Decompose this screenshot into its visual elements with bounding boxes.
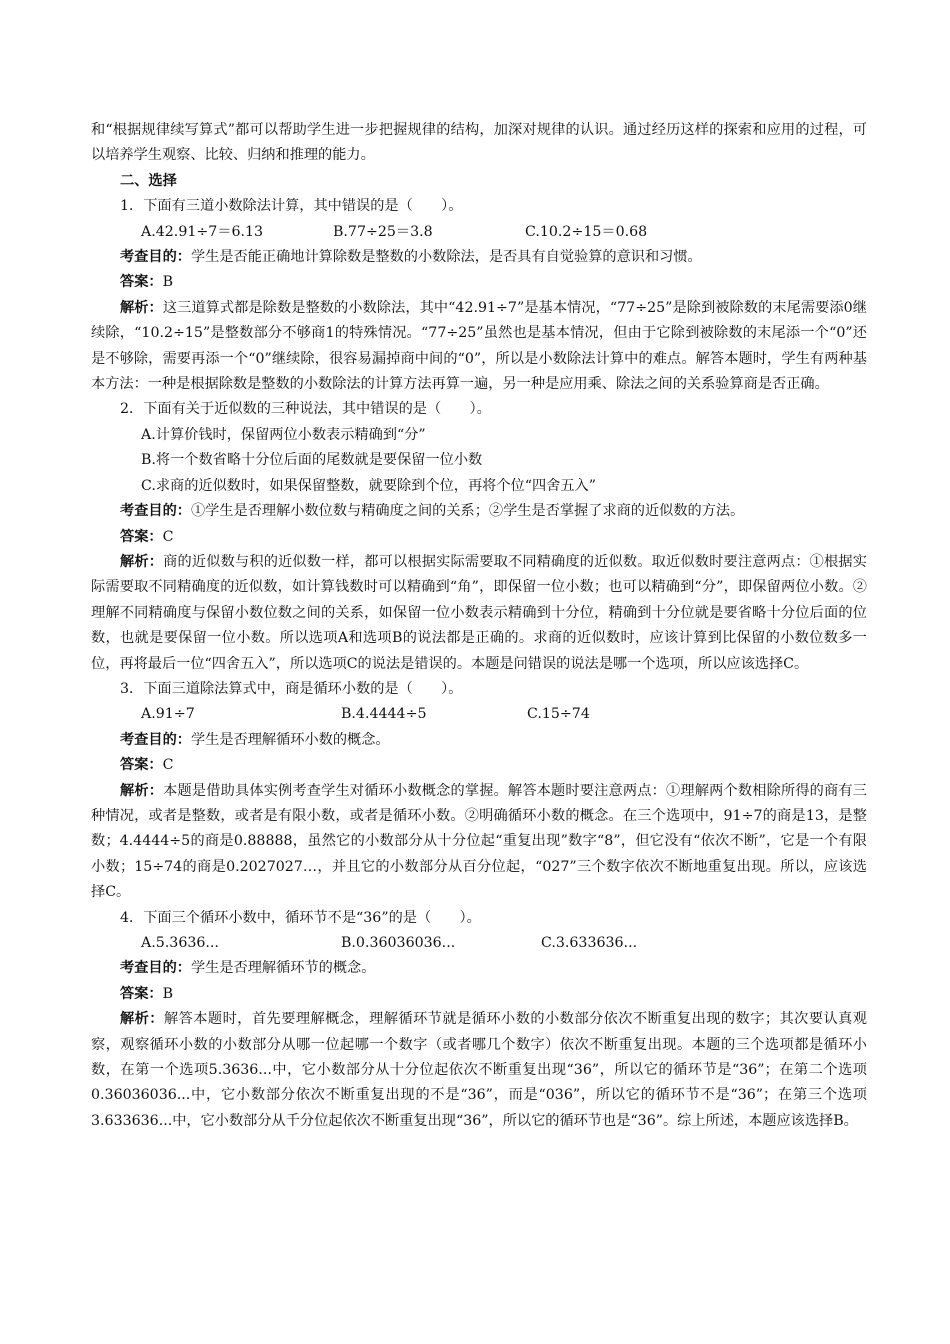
q1-purpose: 考查目的：学生是否能正确地计算除数是整数的小数除法，是否具有自觉验算的意识和习惯。 <box>120 249 702 266</box>
q3-option-b: B.4.4444÷5 <box>341 706 427 723</box>
q4-option-a: A.5.3636... <box>141 935 219 951</box>
q2-option-c: C.求商的近似数时，如果保留整数，就要除到个位，再将个位“四舍五入” <box>141 477 596 494</box>
answer-label: 答案： <box>120 985 163 1002</box>
purpose-label: 考查目的： <box>120 503 191 520</box>
analysis-label: 解析： <box>120 1011 164 1028</box>
answer-label: 答案： <box>120 757 163 774</box>
document-content <box>91 118 867 1134</box>
q4-purpose: 考查目的：学生是否理解循环节的概念。 <box>120 960 376 977</box>
analysis-label: 解析： <box>120 299 163 316</box>
q3-options <box>91 702 867 727</box>
q4-options <box>91 931 867 956</box>
q1-analysis: 解析：这三道算式都是除数是整数的小数除法，其中“42.91÷7”是基本情况，“77÷25”是除到被除数的末尾需要添0继续除，“10.2÷15”是整数部分不够商1的特殊情况。“77÷25”虽然也是基本情况，但由于它除到被除数的末尾添一个“0”还是不够除，需要再添一个“0”继续除，很容易漏掉商中间的“0”，所以是小数除法计算中的难点。解答本题时，学生有两种基本方法：一种是根据除数是整数的小数除法的计算方法再算一遍，另一种是应用乘、除法之间的关系验算商是否正确。 <box>91 299 867 393</box>
purpose-label: 考查目的： <box>120 960 191 977</box>
analysis-label: 解析： <box>120 782 164 799</box>
intro-paragraph: 和“根据规律续写算式”都可以帮助学生进一步把握规律的结构，加深对规律的认识。通过经历这样的探索和应用的过程，可以培养学生观察、比较、归纳和推理的能力。 <box>91 122 867 164</box>
q1-stem: 1．下面有三道小数除法计算，其中错误的是（ ）。 <box>120 198 463 215</box>
q2-analysis: 解析：商的近似数与积的近似数一样，都可以根据实际需要取不同精确度的近似数。取近似数时要注意两点：①根据实际需要取不同精确度的近似数，如计算钱数时可以精确到“角”，即保留一位小数；也可以精确到“分”，即保留两位小数。②理解不同精确度与保留小数位数之间的关系，如保留一位小数表示精确到十分位，精确到十分位就是要省略十分位后面的位数，也就是要保留一位小数。所以选项A和选项B的说法都是正确的。求商的近似数时，应该计算到比保留的小数位数多一位，再将最后一位“四舍五入”，所以选项C的说法是错误的。本题是问错误的说法是哪一个选项，所以应该选择C。 <box>91 553 867 672</box>
answer-label: 答案： <box>120 528 163 545</box>
q3-purpose: 考查目的：学生是否理解循环小数的概念。 <box>120 731 390 748</box>
section-heading: 二、选择 <box>120 172 177 189</box>
q2-answer: 答案：C <box>120 528 174 545</box>
q1-options <box>91 220 867 245</box>
q3-stem: 3．下面三道除法算式中，商是循环小数的是（ ）。 <box>120 680 463 697</box>
q1-option-c: C.10.2÷15＝0.68 <box>525 223 648 240</box>
q1-option-a: A.42.91÷7＝6.13 <box>141 223 264 240</box>
q3-analysis: 解析：本题是借助具体实例考查学生对循环小数概念的掌握。解答本题时要注意两点：①理解两个数相除所得的商有三种情况，或者是整数，或者是有限小数，或者是循环小数。②明确循环小数的概念。在三个选项中，91÷7的商是13，是整数；4.4444÷5的商是0.88888，虽然它的小数部分从十分位起“重复出现”数字“8”，但它没有“依次不断”，它是一个有限小数；15÷74的商是0.2027027…，并且它的小数部分从百分位起，“027”三个数字依次不断地重复出现。所以，应该选择C。 <box>91 782 867 901</box>
q4-stem: 4．下面三个循环小数中，循环节不是“36”的是（ ）。 <box>120 909 481 926</box>
q2-purpose: 考查目的：①学生是否理解小数位数与精确度之间的关系；②学生是否掌握了求商的近似数的方法。 <box>120 503 745 520</box>
q3-answer: 答案：C <box>120 757 174 774</box>
q3-option-a: A.91÷7 <box>141 706 195 723</box>
q2-option-a: A.计算价钱时，保留两位小数表示精确到“分” <box>141 426 426 443</box>
q1-answer: 答案：B <box>120 274 174 291</box>
purpose-label: 考查目的： <box>120 731 191 748</box>
q4-option-b: B.0.36036036... <box>341 935 456 951</box>
analysis-label: 解析： <box>120 553 164 570</box>
q4-option-c: C.3.633636... <box>541 935 638 951</box>
q4-answer: 答案：B <box>120 985 174 1002</box>
answer-label: 答案： <box>120 274 163 291</box>
q4-analysis: 解析：解答本题时，首先要理解概念，理解循环节就是循环小数的小数部分依次不断重复出现的数字；其次要认真观察，观察循环小数的小数部分从哪一位起哪一个数字（或者哪几个数字）依次不断重复出现。本题的三个选项都是循环小数，在第一个选项5.3636...中，它小数部分从十分位起依次不断重复出现“36”，所以它的循环节是“36”；在第二个选项0.36036036...中，它小数部分依次不断重复出现的不是“36”，而是“036”，所以它的循环节不是“36”；在第三个选项3.633636...中，它小数部分从千分位起依次不断重复出现“36”，所以它的循环节也是“36”。综上所述，本题应该选择B。 <box>91 1011 867 1129</box>
q1-option-b: B.77÷25＝3.8 <box>333 223 433 240</box>
q3-option-c: C.15÷74 <box>527 706 590 723</box>
purpose-label: 考查目的： <box>120 249 191 266</box>
q2-stem: 2．下面有关于近似数的三种说法，其中错误的是（ ）。 <box>120 401 491 418</box>
q2-option-b: B.将一个数省略十分位后面的尾数就是要保留一位小数 <box>141 452 483 469</box>
